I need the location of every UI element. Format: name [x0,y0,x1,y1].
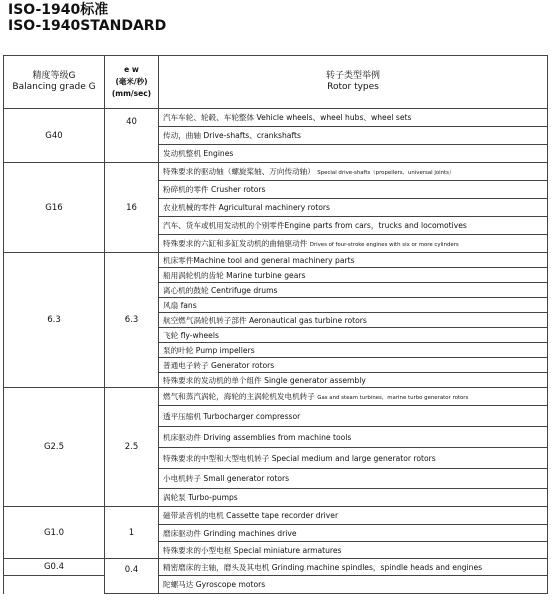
grade-cell: 6.3 [4,253,105,388]
rotor-type-note: Gas and steam turbines，marine turbo generator rotors [317,395,469,401]
page-subtitle: ISO-1940STANDARD [8,18,167,34]
rotor-type-cell [159,235,548,253]
rotor-type-cell: 泵的叶轮 Pump impellers [159,343,548,358]
ew-cell [105,559,159,594]
grade-cell: G2.5 [4,388,105,507]
header-ew-unit-cn: (毫米/秒) [115,77,148,86]
rotor-type-text: 特殊要求的六缸和多缸发动机的曲轴驱动件 [163,239,308,248]
rotor-type-note: Drives of four-stroke engines with six or more cylinders [309,242,459,248]
rotor-type-cell: 磁带录音机的电机 Cassette tape recorder driver [159,507,548,525]
rotor-type-cell: 普通电子转子 Generator rotors [159,358,548,373]
grade-cell: G1.0 [4,507,105,559]
grade-cell: G16 [4,163,105,253]
rotor-type-cell: 风扇 fans [159,298,548,313]
balancing-grade-table [3,55,548,594]
rotor-type-cell: 发动机整机 Engines [159,145,548,163]
rotor-type-cell: 粉碎机的零件 Crusher rotors [159,181,548,199]
rotor-type-cell: 特殊要求的中型和大型电机转子 Special medium and large generator rotors [159,448,548,469]
rotor-type-cell: 机床零件Machine tool and general machinery parts [159,253,548,268]
rotor-type-cell: 离心机的鼓轮 Centrifuge drums [159,283,548,298]
header-grade-cell [4,56,105,109]
ew-cell [105,109,159,163]
rotor-type-cell: 涡轮泵 Turbo-pumps [159,489,548,507]
rotor-type-cell: 飞轮 fly-wheels [159,328,548,343]
table-row [4,576,548,594]
ew-value: 40 [126,117,137,127]
rotor-type-cell: 汽车车轮、轮毂、车轮整体 Vehicle wheels、wheel hubs、wheel sets [159,109,548,127]
header-ew-cell [105,56,159,109]
rotor-type-cell: 透平压缩机 Turbocharger compressor [159,406,548,427]
rotor-type-cell: 磨床驱动件 Grinding machines drive [159,525,548,542]
rotor-type-cell: 陀螺马达 Gyroscope motors [159,576,548,594]
header-rotor-types-en: Rotor types [327,82,379,92]
rotor-type-cell: 特殊要求的小型电枢 Special miniature armatures [159,542,548,559]
ew-cell: 16 [105,163,159,253]
table-row [4,253,548,268]
grade-cell: G40 [4,109,105,163]
header-ew-symbol: e w [124,65,139,74]
ew-value: 0.4 [124,565,139,575]
rotor-type-cell: 船用涡轮机的齿轮 Marine turbine gears [159,268,548,283]
table-row [4,388,548,406]
rotor-type-cell: 航空燃气涡轮机转子部件 Aeronautical gas turbine rotors [159,313,548,328]
rotor-type-cell: 传动，曲轴 Drive-shafts、crankshafts [159,127,548,145]
table-row [4,507,548,525]
rotor-type-cell: 小电机转子 Small generator rotors [159,469,548,489]
ew-cell: 1 [105,507,159,559]
rotor-type-cell [159,388,548,406]
grade-cell: G0.4 [4,559,105,576]
rotor-type-cell: 机床驱动件 Driving assemblies from machine tools [159,427,548,448]
grade-cell-empty [4,576,105,594]
rotor-type-text: 特殊要求的驱动轴（螺旋桨轴、万向传动轴） [163,167,315,176]
rotor-type-cell [159,163,548,181]
rotor-type-cell: 精密磨床的主轴，磨头及其电机 Grinding machine spindles，spindle heads and engines [159,559,548,576]
header-rotor-types-cn: 转子类型举例 [325,71,380,81]
table-row [4,559,548,576]
header-row [4,56,548,109]
rotor-type-cell: 农业机械的零件 Agricultural machinery rotors [159,199,548,217]
rotor-type-cell: 汽车、货车或机用发动机的个别零件Engine parts from cars，trucks and locomotives [159,217,548,235]
header-ew-unit-en: (mm/sec) [111,89,152,98]
rotor-type-note: Special drive-shafts（propellers、universal joints） [317,170,455,176]
header-rotor-types-cell [159,56,548,109]
page-title: ISO-1940标准 [8,2,109,18]
ew-cell: 6.3 [105,253,159,388]
ew-cell: 2.5 [105,388,159,507]
rotor-type-text: 燃气和蒸汽涡轮，海轮的主涡轮机发电机转子 [163,392,315,401]
table-row [4,163,548,181]
header-grade-cn: 精度等级G [32,71,76,81]
rotor-type-cell: 特殊要求的发动机的单个组件 Single generator assembly [159,373,548,388]
table-row [4,109,548,127]
header-grade-en: Balancing grade G [12,82,96,92]
